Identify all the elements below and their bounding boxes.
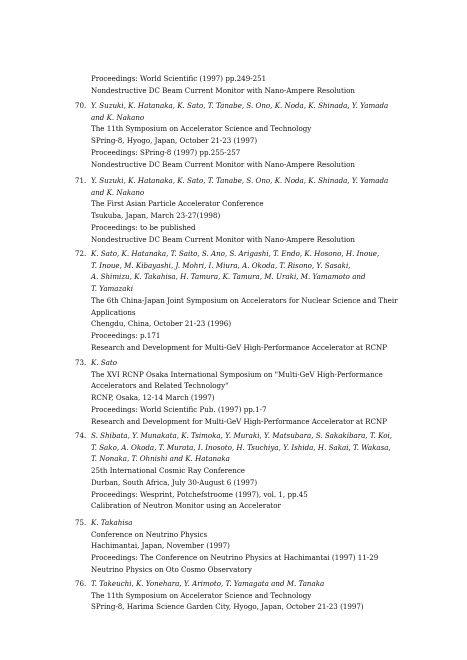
entry-number: 76. (75, 579, 87, 588)
entry-body (91, 100, 421, 170)
entry-text-line: Proceedings: World Scientific (1997) pp.249-251 (91, 74, 267, 83)
entry-text-line: Applications (91, 307, 136, 317)
entry-text-line: 25th International Cosmic Ray Conference (91, 466, 245, 476)
entry-text-line: Accelerators and Related Technology" (91, 381, 229, 391)
entry-authors: and K. Nakano (91, 187, 145, 197)
entry-body (91, 357, 421, 427)
entry-text-line: Proceedings: to be published (91, 222, 196, 232)
entry-text-line: Research and Development for Multi-GeV High-Performance Accelerator at RCNP (91, 416, 388, 426)
continued-entry (91, 73, 421, 96)
entry-body (91, 578, 421, 613)
entry-number: 75. (75, 518, 87, 527)
entry-text-line: Tsukuba, Japan, March 23-27(1998) (91, 211, 221, 221)
entry-body (91, 175, 421, 245)
entry-text-line: The First Asian Particle Accelerator Conference (91, 199, 264, 209)
entry-body (91, 517, 421, 576)
entry-text-line: Proceedings: World Scientific Pub. (1997) pp.1-7 (91, 404, 267, 414)
entry-text-line: Proceedings: p.171 (91, 330, 161, 340)
entry-text-line: Neutrino Physics on Oto Cosmo Observatory (91, 564, 252, 574)
entry-text-line: Nondestructive DC Beam Current Monitor with Nano-Ampere Resolution (91, 159, 355, 169)
entry-authors: A. Shimizu, K. Takahisa, H. Tamura, K. Tamura, M. Uraki, M. Yamamoto and (91, 272, 366, 282)
entry-authors: T. Inoue, M. Kibayashi, J. Mohri, I. Miura, A. Okoda, T. Risono, Y. Sasaki, (91, 260, 351, 270)
entry-text-line: RCNP, Osaka, 12-14 March (1997) (91, 393, 215, 403)
entry-text-line: The 6th China-Japan Joint Symposium on Accelerators for Nuclear Science and Their (91, 295, 398, 305)
entry-number: 71. (75, 176, 87, 185)
entry-text-line: SPring-8, Harima Science Garden City, Hyogo, Japan, October 21-23 (1997) (91, 602, 364, 612)
entry-number: 70. (75, 101, 87, 110)
entry-authors: K. Sato, K. Hatanaka, T. Saito, S. Ano, S. Arigashi, T. Endo, K. Hosono, H. Inoue, (91, 249, 380, 258)
entry-text-line: Conference on Neutrino Physics (91, 529, 208, 539)
entry-text-line: Proceedings: Wesprint, Potchefstroome (1997), vol. 1, pp.45 (91, 489, 308, 499)
entry-body (91, 430, 421, 512)
entry-number: 73. (75, 358, 87, 367)
entry-text-line: The 11th Symposium on Accelerator Science and Technology (91, 124, 312, 134)
entry-authors: Y. Suzuki, K. Hatanaka, K. Sato, T. Tanabe, S. Ono, K. Noda, K. Shinada, Y. Yamada (91, 101, 389, 110)
entry-text-line: Calibration of Neutron Monitor using an Accelerator (91, 501, 281, 511)
entry-text-line: Durban, South Africa, July 30-August 6 (1997) (91, 477, 258, 487)
entry-text-line: Nondestructive DC Beam Current Monitor with Nano-Ampere Resolution (91, 234, 355, 244)
entry-authors: T. Sako, A. Okoda, T. Murata, I. Inosoto, H. Tsuchiya, Y. Ishida, H. Sakai, T. Wakasa, (91, 442, 391, 452)
entry-authors: T. Takeuchi, K. Yonehara, Y. Arimoto, T. Yamagata and M. Tanaka (91, 579, 325, 588)
entry-text-line: The XVI RCNP Osaka International Symposium on "Multi-GeV High-Performance (91, 369, 383, 379)
entry-text-line: Chengdu, China, October 21-23 (1996) (91, 319, 232, 329)
entry-text-line: Proceedings: SPring-8 (1997) pp.255-257 (91, 147, 241, 157)
entry-text-line: Hachimantai, Japan, November (1997) (91, 541, 230, 551)
entry-authors: K. Takahisa (91, 518, 133, 527)
entry-text-line: Nondestructive DC Beam Current Monitor with Nano-Ampere Resolution (91, 85, 355, 95)
entry-text-line: The 11th Symposium on Accelerator Science and Technology (91, 590, 312, 600)
entry-text-line: Research and Development for Multi-GeV High-Performance Accelerator at RCNP (91, 342, 388, 352)
entry-authors: T. Yamazaki (91, 284, 134, 294)
entry-authors: T. Nonaka, T. Ohnishi and K. Hatanaka (91, 454, 230, 464)
entry-authors: Y. Suzuki, K. Hatanaka, K. Sato, T. Tanabe, S. Ono, K. Noda, K. Shinada, Y. Yamada (91, 176, 389, 185)
entry-text-line: SPring-8, Hyogo, Japan, October 21-23 (1997) (91, 136, 258, 146)
entry-number: 74. (75, 431, 87, 440)
entry-body (91, 248, 421, 353)
entry-authors: K. Sato (91, 358, 118, 367)
entry-authors: and K. Nakano (91, 112, 145, 122)
entry-authors: S. Shibata, Y. Munakata, K. Tsimoka, Y. Muraki, Y. Matsubara, S. Sakakibara, T. Koi, (91, 431, 393, 440)
entry-number: 72. (75, 249, 87, 258)
entry-text-line: Proceedings: The Conference on Neutrino Physics at Hachimantai (1997) 11-29 (91, 553, 379, 563)
